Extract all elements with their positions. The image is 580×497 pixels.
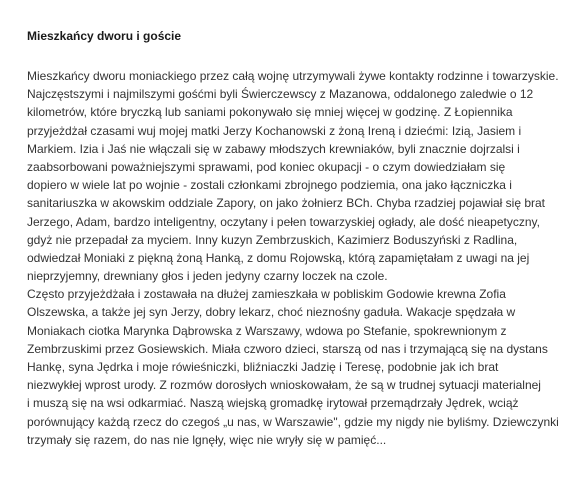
text-line: gdyż nie przepadał za myciem. Inny kuzyn Zembrzuskich, Kazimierz Boduszyński z Radlina, — [27, 232, 518, 247]
text-line: niezwykłej wprost urody. Z rozmów dorosłych wnioskowałam, że są w trudnej sytuacji materialnej — [27, 378, 541, 393]
text-line: trzymały się razem, do nas nie lgnęły, więc nie wryły się w pamięć... — [27, 432, 387, 447]
text-line: Olszewska, a także jej syn Jerzy, dobry lekarz, choć nieznośny gaduła. Wakacje spędzała w — [27, 305, 516, 320]
article-title: Mieszkańcy dworu i goście — [27, 29, 182, 43]
text-line: Często przyjeżdżała i zostawała na dłużej zamieszkała w pobliskim Godowie krewna Zofia — [27, 287, 506, 302]
text-line: Najczęstszymi i najmilszymi gośćmi byli Świerczewscy z Mazanowa, oddalonego zaledwie o 12 — [27, 87, 534, 102]
text-line: sanitariuszka w akowskim oddziale Zapory, on jako żołnierz BCh. Chyba rzadziej pojawiał się brat — [27, 196, 546, 211]
text-line: Mieszkańcy dworu moniackiego przez całą wojnę utrzymywali żywe kontakty rodzinne i towarzyskie. — [27, 69, 559, 83]
article-body — [27, 67, 575, 449]
text-line: Markiem. Izia i Jaś nie włączali się w zabawy młodszych krewniaków, byli znacznie dojrzalsi i — [27, 141, 520, 156]
text-line: Moniakach ciotka Marynka Dąbrowska z Warszawy, wdowa po Stefanie, spokrewnionym z — [27, 323, 507, 338]
text-line: dopiero w wiele lat po wojnie - zostali członkami zbrojnego podziemia, ona jako łączniczka i — [27, 178, 512, 193]
text-line: Jerzego, Adam, bardzo inteligentny, oczytany i pełen towarzyskiej ogłady, ale dość nieapetyczny, — [27, 214, 540, 229]
text-line: odwiedzał Moniaki z piękną żoną Hanką, z domu Rojowską, którą zapamiętałam z uwagi na jej — [27, 250, 530, 265]
text-line: Zembrzuskimi przez Gosiewskich. Miała czworo dzieci, starszą od nas i trzymającą się na dystans — [27, 341, 548, 356]
text-line: nieprzyjemny, drewniany głos i jeden jedyny czarny loczek na czole. — [27, 269, 388, 284]
text-line: kilometrów, które bryczką lub saniami pokonywało się mniej więcej w godzinę. Z Łopiennika — [27, 105, 513, 120]
text-line: Hankę, syna Jędrka i moje rówieśniczki, bliźniaczki Jadzię i Teresę, podobnie jak ich brat — [27, 360, 499, 374]
text-line: zaabsorbowani poważniejszymi sprawami, pod koniec okupacji - o czym dowiedziałam się — [27, 159, 506, 174]
text-line: i muszą się na wsi odkarmiać. Naszą wiejską gromadkę irytował przemądrzały Jędrek, wciąż — [27, 396, 519, 411]
text-line: przyjeżdżał czasami wuj mojej matki Jerzy Kochanowski z żoną Ireną i dziećmi: Izią, Jasiem i — [27, 123, 522, 138]
text-line: porównujący każdą rzecz do czegoś „u nas, w Warszawie", gdzie my nigdy nie byliśmy. Dziewczynki — [27, 414, 559, 429]
